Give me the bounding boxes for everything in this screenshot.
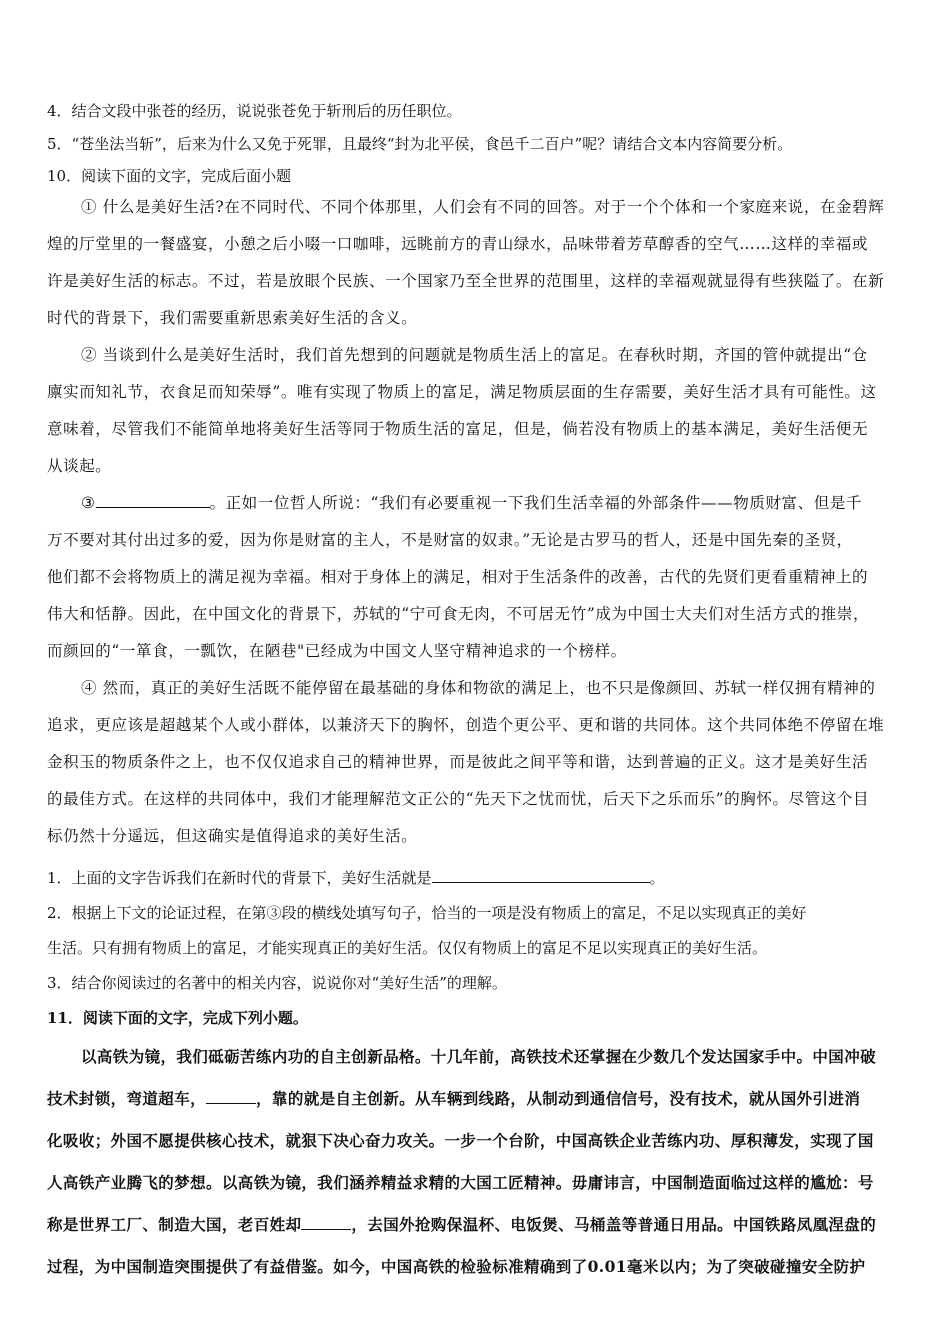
paragraph-line: ② 当谈到什么是美好生活时，我们首先想到的问题就是物质生活上的富足。在春秋时期，齐国的管仲就提出“仓 [81,346,868,364]
paragraph-line: 煌的厅堂里的一餐盛宴，小憩之后小啜一口咖啡，远眺前方的青山绿水，品味带着芳草醇香的空气……这样的幸福或 [47,235,869,253]
section-11-heading: 11．阅读下面的文字，完成下列小题。 [47,1009,308,1027]
paragraph-line: 从谈起。 [47,457,112,475]
paragraph-line: 而颜回的“一箪食，一瓢饮，在陋巷"已经成为中国文人坚守精神追求的一个榜样。 [47,642,627,660]
paragraph-line [47,1078,909,1120]
paragraph-number: ③ [81,494,96,512]
question-10-2-line: 生活。只有拥有物质上的富足，才能实现真正的美好生活。仅仅有物质上的富足不足以实现真正的美好生活。 [47,939,768,957]
paragraph-line: 廪实而知礼节，衣食足而知荣辱”。唯有实现了物质上的富足，满足物质层面的生存需要，美好生活才具有可能性。这 [47,383,877,401]
paragraph-line: ① 什么是美好生活?在不同时代、不同个体那里，人们会有不同的回答。对于一个个体和一个家庭来说，在金碧辉 [81,198,885,216]
paragraph-2 [47,343,909,491]
answer-blank [301,1215,351,1230]
paragraph-line: 人高铁产业腾飞的梦想。以高铁为镜，我们涵养精益求精的大国工匠精神。毋庸讳言，中国制造面临过这样的尴尬：号 [47,1173,874,1192]
paragraph-text: 技术封锁，弯道超车， [47,1089,207,1108]
question-5: 5．“苍坐法当斩”，后来为什么又免于死罪，且最终“封为北平侯，食邑千二百户”呢？请结合文本内容简要分析。 [47,135,793,153]
paragraph-line: 金积玉的物质条件之上，也不仅仅追求自己的精神世界，而是彼此之间平等和谐，达到普遍的正义。这才是美好生活 [47,753,869,771]
paragraph-line: ④ 然而，真正的美好生活既不能停留在最基础的身体和物欲的满足上，也不只是像颜回、苏轼一样仅拥有精神的 [81,679,876,697]
question-10-2-line: 2．根据上下文的论证过程，在第③段的横线处填写句子，恰当的一项是没有物质上的富足，不足以实现真正的美好 [47,904,807,922]
paragraph-line: 时代的背景下，我们需要重新思索美好生活的含义。 [47,309,418,327]
paragraph-line: 以高铁为镜，我们砥砺苦练内功的自主创新品格。十几年前，高铁技术还掌握在少数几个发达国家手中。中国冲破 [81,1047,877,1066]
question-10-3: 3．结合你阅读过的名著中的相关内容，说说你对“美好生活”的理解。 [47,974,507,992]
question-text: 。 [649,869,665,887]
paragraph-line: 万不要对其付出过多的爱，因为你是财富的主人，不是财富的奴隶。”无论是古罗马的哲人，还是中国先秦的圣贤， [47,531,853,549]
section-10-passage [47,195,909,861]
paragraph-1 [47,195,909,343]
paragraph-line: 标仍然十分遥远，但这确实是值得追求的美好生活。 [47,827,418,845]
paragraph-line: 追求，更应该是超越某个人或小群体，以兼济天下的胸怀，创造个更公平、更和谐的共同体。这个共同体绝不停留在堆 [47,716,885,734]
answer-blank [432,868,650,883]
section-11-passage [47,1036,909,1288]
question-10-1 [47,861,909,896]
paragraph-text: ，去国外抢购保温杯、电饭煲、马桶盖等普通日用品。中国铁路凤凰涅盘的 [351,1215,877,1234]
section-10-heading: 10．阅读下面的文字，完成后面小题 [47,167,292,185]
paragraph-line [47,491,909,528]
paragraph-line: 他们都不会将物质上的满足视为幸福。相对于身体上的满足，相对于生活条件的改善，古代的先贤们更看重精神上的 [47,568,869,586]
document-page [47,96,909,1288]
question-4: 4．结合文段中张苍的经历，说说张苍免于斩刑后的历任职位。 [47,102,462,120]
paragraph-text: 。正如一位哲人所说：“我们有必要重视一下我们生活幸福的外部条件——物质财富、但是千 [209,494,863,512]
paragraph-3 [47,491,909,676]
paragraph-line: 许是美好生活的标志。不过，若是放眼个民族、一个国家乃至全世界的范围里，这样的幸福观就显得有些狭隘了。在新 [47,272,885,290]
paragraph-line: 伟大和恬静。因此，在中国文化的背景下，苏轼的“宁可食无肉，不可居无竹”成为中国士大夫们对生活方式的推崇， [47,605,870,623]
answer-blank [206,1089,256,1104]
paragraph-line: 意味着，尽管我们不能简单地将美好生活等同于物质生活的富足，但是，倘若没有物质上的基本满足，美好生活便无 [47,420,869,438]
paragraph-line [47,1204,909,1246]
paragraph-text: 称是世界工厂、制造大国，老百姓却 [47,1215,302,1234]
paragraph-4 [47,676,909,861]
paragraph-text: ，靠的就是自主创新。从车辆到线路，从制动到通信信号，没有技术，就从国外引进消 [256,1089,861,1108]
paragraph-line: 化吸收；外国不愿提供核心技术，就狠下决心奋力攻关。一步一个台阶，中国高铁企业苦练内功、厚积薄发，实现了国 [47,1131,874,1150]
question-text: 1．上面的文字告诉我们在新时代的背景下，美好生活就是 [47,869,432,887]
paragraph-line: 过程，为中国制造突围提供了有益借鉴。如今，中国高铁的检验标准精确到了0.01毫米以内；为了突破碰撞安全防护 [47,1257,866,1276]
paragraph-line: 的最佳方式。在这样的共同体中，我们才能理解范文正公的“先天下之忧而忧，后天下之乐而乐”的胸怀。尽管这个目 [47,790,870,808]
answer-blank [96,493,210,508]
